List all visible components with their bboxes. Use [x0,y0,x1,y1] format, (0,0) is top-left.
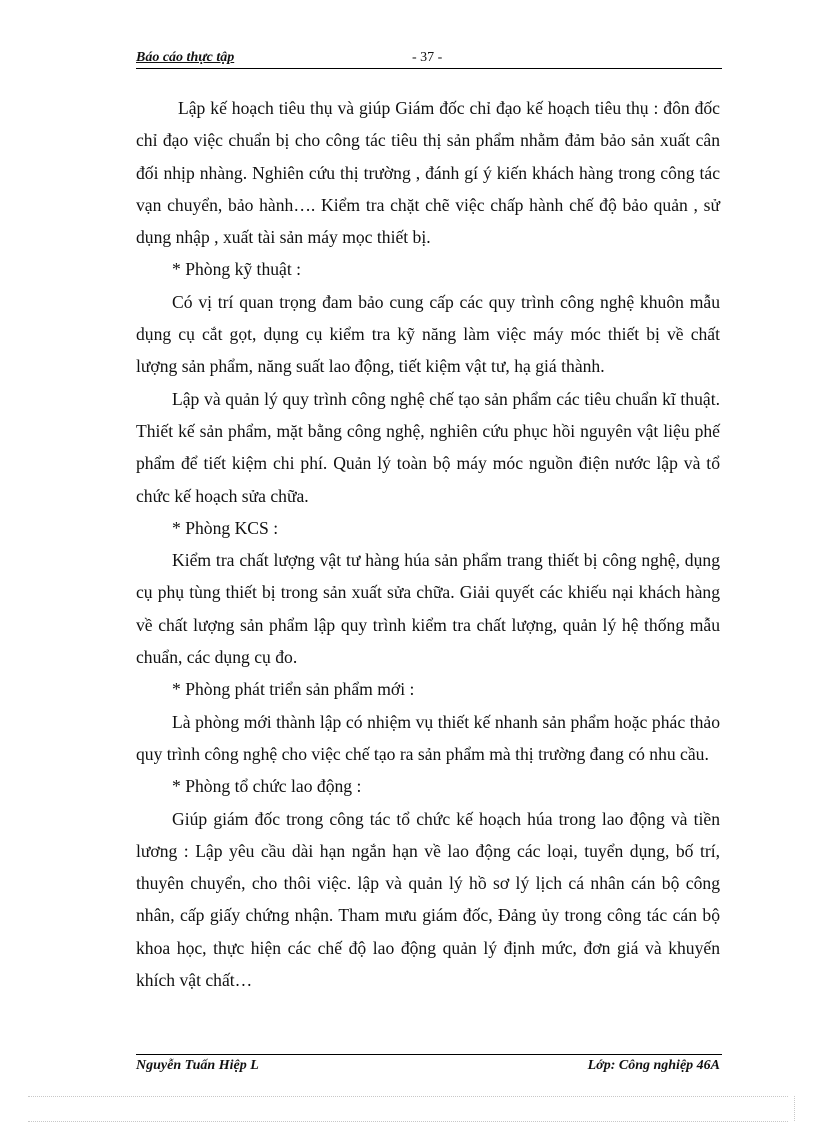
footer-divider [136,1054,722,1055]
heading-labor-dept: * Phòng tổ chức lao động : [172,776,362,797]
paragraph-labor: Giúp giám đốc trong công tác tổ chức kế hoạch húa trong lao động và tiền lương : Lập yêu cầu dài hạn ngắn hạn về lao động các loại, tuyển dụng, bố trí, thuyên chuyển, cho thôi việc. lập và quản lý hồ sơ lý lịch cá nhân cán bộ công nhân, cấp giấy chứng nhận. Tham mưu giám đốc, Đảng ủy trong công tác cán bộ khoa học, thực hiện các chế độ lao động quản lý định mức, đơn giá và khuyến khích vật chất… [136,808,720,991]
paragraph-sales-planning: Lập kế hoạch tiêu thụ và giúp Giám đốc chỉ đạo kế hoạch tiêu thụ : đôn đốc chỉ đạo việc chuẩn bị cho công tác tiêu thị sản phẩm nhằm đảm bảo sản xuất cân đối nhịp nhàng. Nghiên cứu thị trường , đánh gí ý kiến khách hàng trong công tác vạn chuyển, bảo hành…. Kiểm tra chặt chẽ việc chấp hành chế độ bảo quản , sử dụng nhập , xuất tài sản máy mọc thiết bị. [136,98,720,248]
heading-new-product-dept: * Phòng phát triển sản phẩm mới : [172,679,415,700]
heading-technical-dept: * Phòng kỹ thuật : [172,259,302,280]
paragraph-kcs: Kiểm tra chất lượng vật tư hàng húa sản phẩm trang thiết bị công nghệ, dụng cụ phụ tùng thiết bị trong sản xuất sửa chữa. Giải quyết các khiếu nại khách hàng về chất lượng sản phẩm lập quy trình kiểm tra chất lượng, quản lý hệ thống mẫu chuẩn, các dụng cụ đo. [136,550,720,668]
page-edge-dotted-line-vertical [794,1096,795,1121]
paragraph-technical-process: Lập và quản lý quy trình công nghệ chế tạo sản phẩm các tiêu chuẩn kĩ thuật. Thiết kế sản phẩm, mặt bằng công nghệ, nghiên cứu phục hồi nguyên vật liệu phế phẩm để tiết kiệm chi phí. Quản lý toàn bộ máy móc nguồn điện nước lập và tổ chức kế hoạch sửa chữa. [136,388,720,506]
page-footer [136,1058,722,1078]
report-title: Báo cáo thực tập [136,50,235,65]
paragraph-technical-role: Có vị trí quan trọng đam bảo cung cấp các quy trình công nghệ khuôn mẫu dụng cụ cắt gọt, dụng cụ kiểm tra kỹ năng làm việc máy móc thiết bị về chất lượng sản phẩm, năng suất lao động, tiết kiệm vật tư, hạ giá thành. [136,291,720,377]
page-number: - 37 - [412,50,443,65]
page-edge-dotted-line-lower [28,1121,788,1122]
author-name: Nguyễn Tuấn Hiệp L [136,1058,259,1073]
page-edge-dotted-line-upper [28,1096,788,1097]
heading-kcs-dept: * Phòng KCS : [172,517,279,538]
class-name: Lớp: Công nghiệp 46A [587,1058,720,1073]
paragraph-new-product: Là phòng mới thành lập có nhiệm vụ thiết kế nhanh sản phẩm hoặc phác thảo quy trình công nghệ cho việc chế tạo ra sản phẩm mà thị trường đang có nhu cầu. [136,711,720,764]
document-body [136,92,720,996]
page-header [136,50,722,69]
